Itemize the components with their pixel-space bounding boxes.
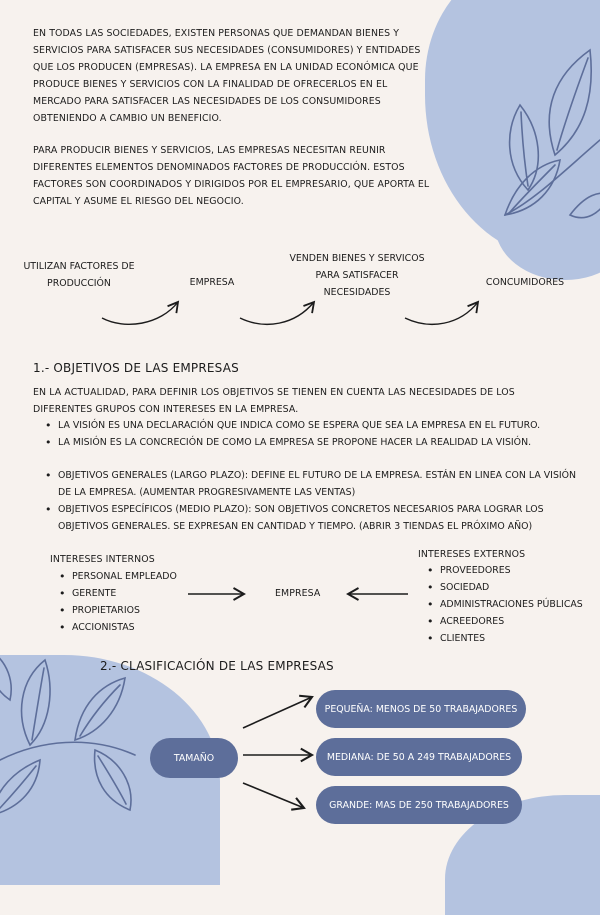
list-item: • CLIENTES — [440, 630, 600, 647]
list-item: • SOCIEDAD — [440, 579, 600, 596]
list-item: • PERSONAL EMPLEADO — [72, 568, 212, 585]
flow-step-sell: VENDEN BIENES Y SERVICOS PARA SATISFACER NECESIDADES — [289, 253, 425, 298]
classification-root-tamano: TAMAÑO — [150, 738, 238, 778]
external-interests-list — [420, 562, 600, 647]
list-item: • ACCIONISTAS — [72, 619, 212, 636]
list-item: • GERENTE — [72, 585, 212, 602]
arrow-to-pequena — [243, 697, 312, 728]
classification-grande: GRANDE: MAS DE 250 TRABAJADORES — [316, 786, 522, 824]
list-item: • PROVEEDORES — [440, 562, 600, 579]
list-item: • OBJETIVOS ESPECÍFICOS (MEDIO PLAZO): SON OBJETIVOS CONCRETOS NECESARIOS PARA LOGRAR LOS OBJETIVOS GENERALES. SE EXPRESAN EN CANTIDAD Y TIEMPO. (ABRIR 3 TIENDAS EL PRÓXIMO AÑO) — [58, 501, 588, 535]
objectives-list — [38, 467, 588, 535]
section1-intro: EN LA ACTUALIDAD, PARA DEFINIR LOS OBJETIVOS SE TIENEN EN CUENTA LAS NECESIDADES DE LOS DIFERENTES GRUPOS CON INTERESES EN LA EMPRESA. — [33, 387, 515, 415]
flow-arrow-2 — [240, 302, 314, 324]
list-item: • ADMINISTRACIONES PÚBLICAS — [440, 596, 600, 613]
intro-paragraph-2: PARA PRODUCIR BIENES Y SERVICIOS, LAS EMPRESAS NECESITAN REUNIR DIFERENTES ELEMENTOS DENOMINADOS FACTORES DE PRODUCCIÓN. ESTOS FACTORES SON COORDINADOS Y DIRIGIDOS POR EL EMPRESARIO, QUE APORTA EL CAPITAL Y ASUME EL RIESGO DEL NEGOCIO. — [33, 145, 430, 207]
list-item: • PROPIETARIOS — [72, 602, 212, 619]
flow-step-empresa: EMPRESA — [189, 277, 235, 288]
classification-mediana: MEDIANA: DE 50 A 249 TRABAJADORES — [316, 738, 522, 776]
list-item: • OBJETIVOS GENERALES (LARGO PLAZO): DEFINE EL FUTURO DE LA EMPRESA. ESTÁN EN LINEA CON LA VISIÓN DE LA EMPRESA. (AUMENTAR PROGRESIVAMENTE LAS VENTAS) — [58, 467, 588, 501]
classification-pequena: PEQUEÑA: MENOS DE 50 TRABAJADORES — [316, 690, 526, 728]
internal-interests-title: INTERESES INTERNOS — [50, 554, 155, 565]
intro-paragraph-1: EN TODAS LAS SOCIEDADES, EXISTEN PERSONAS QUE DEMANDAN BIENES Y SERVICIOS PARA SATISFACER SUS NECESIDADES (CONSUMIDORES) Y ENTIDADES QUE LOS PRODUCEN (EMPRESAS). LA EMPRESA EN LA UNIDAD ECONÓMICA QUE PRODUCE BIENES Y SERVICIOS CON LA FINALIDAD DE OFRECERLOS EN EL MERCADO PARA SATISFACER LAS NECESIDADES DE LOS CONSUMIDORES OBTENIENDO A CAMBIO UN BENEFICIO. — [33, 28, 421, 124]
flow-arrow-1 — [102, 302, 178, 324]
section1-title: 1.- OBJETIVOS DE LAS EMPRESAS — [33, 361, 239, 375]
external-interests-title: INTERESES EXTERNOS — [418, 549, 526, 560]
interests-center-empresa: EMPRESA — [275, 588, 321, 599]
flow-step-consumers: CONCUMIDORES — [485, 277, 565, 288]
list-item: • LA MISIÓN ES LA CONCRECIÓN DE COMO LA EMPRESA SE PROPONE HACER LA REALIDAD LA VISIÓN. — [58, 434, 588, 451]
flow-step-factors: UTILIZAN FACTORES DE PRODUCCIÓN — [23, 261, 135, 289]
internal-interests-list — [52, 568, 212, 636]
list-item: • ACREEDORES — [440, 613, 600, 630]
section2-title: 2.- CLASIFICACIÓN DE LAS EMPRESAS — [100, 659, 334, 673]
list-item: • LA VISIÓN ES UNA DECLARACIÓN QUE INDICA COMO SE ESPERA QUE SEA LA EMPRESA EN EL FUTURO. — [58, 417, 588, 434]
arrow-to-grande — [243, 783, 304, 808]
vision-mission-list — [38, 417, 588, 451]
flow-arrow-3 — [405, 302, 478, 324]
